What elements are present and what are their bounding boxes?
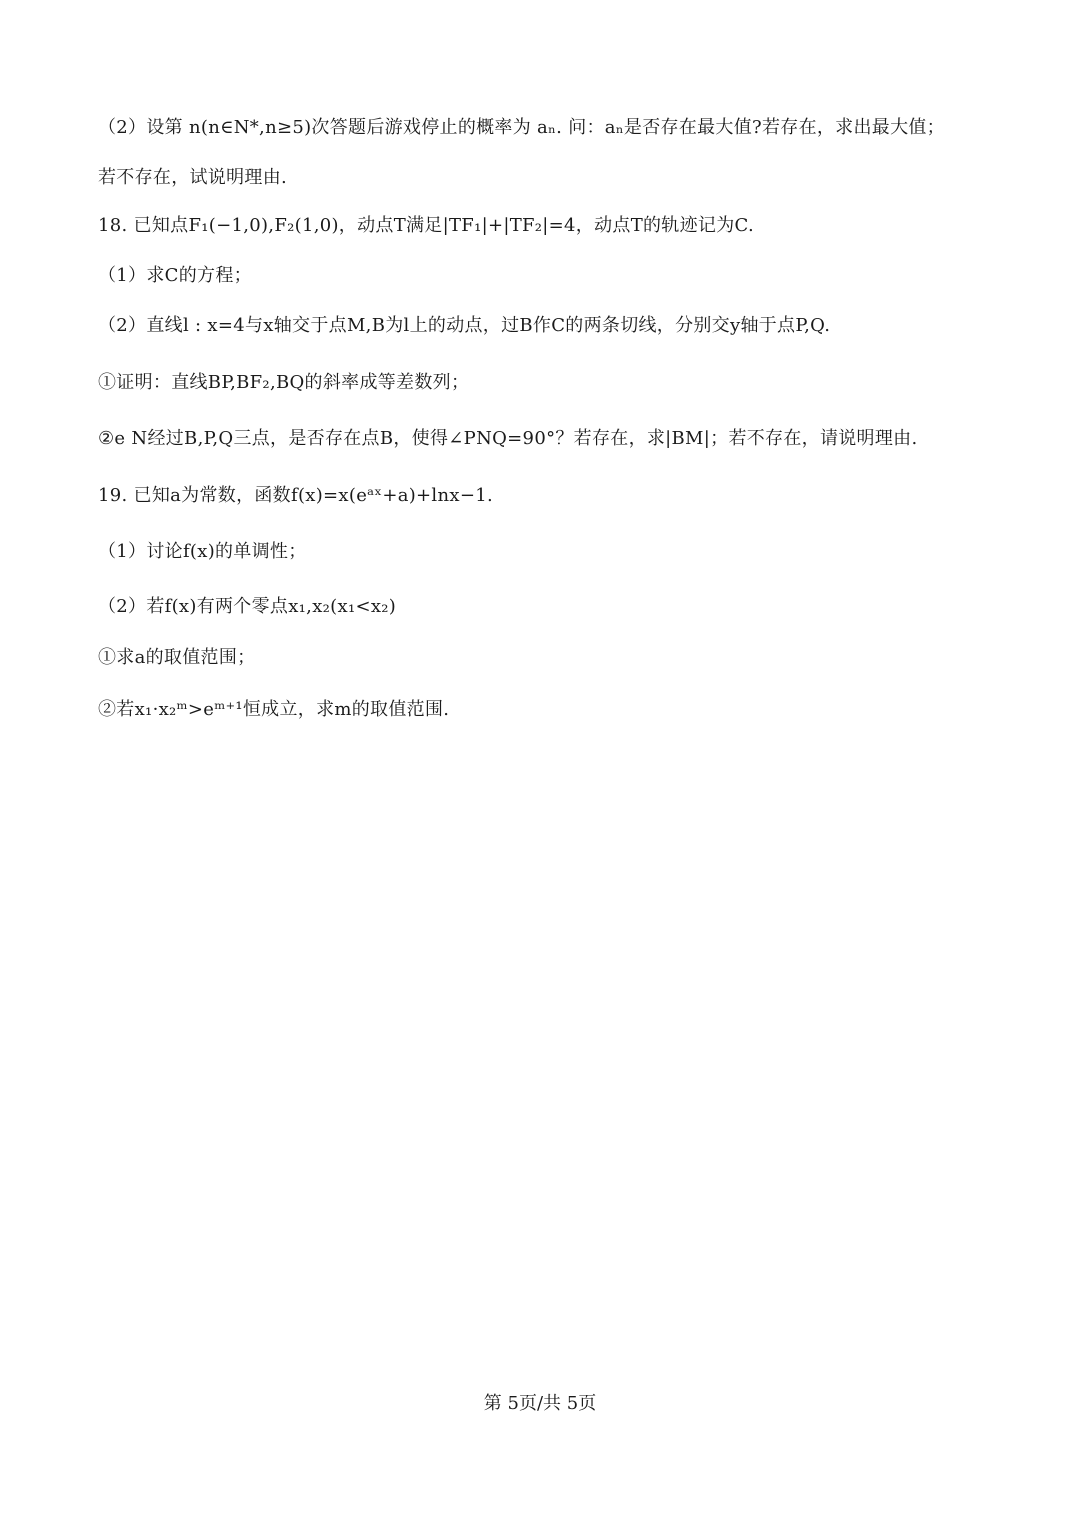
problem-19-part-2: （2）若f(x)有两个零点x₁,x₂(x₁<x₂) xyxy=(98,596,397,617)
problem-18-part-2-sub-2: ②e N经过B,P,Q三点，是否存在点B，使得∠PNQ=90°？若存在，求|BM|；若不存在，请说明理由. xyxy=(98,428,918,449)
problem-19-part-1: （1）讨论f(x)的单调性； xyxy=(98,541,307,562)
problem-17-part-2-line-2: 若不存在，试说明理由. xyxy=(98,167,288,188)
problem-18-part-2-sub-1: ①证明：直线BP,BF₂,BQ的斜率成等差数列； xyxy=(98,372,470,393)
problem-18-part-1: （1）求C的方程； xyxy=(98,265,252,286)
problem-18-statement: 18. 已知点F₁(−1,0),F₂(1,0)，动点T满足|TF₁|+|TF₂|=4，动点T的轨迹记为C. xyxy=(98,215,754,236)
problem-19-statement: 19. 已知a为常数，函数f(x)=x(eᵃˣ+a)+lnx−1. xyxy=(98,485,493,506)
page-footer: 第 5页/共 5页 xyxy=(483,1393,597,1414)
problem-19-part-2-sub-1: ①求a的取值范围； xyxy=(98,647,256,668)
problem-19-part-2-sub-2: ②若x₁·x₂ᵐ>eᵐ⁺¹恒成立，求m的取值范围. xyxy=(98,699,450,720)
problem-17-part-2-line-1: （2）设第 n(n∈N*,n≥5)次答题后游戏停止的概率为 aₙ. 问：aₙ是否存在最大值?若存在，求出最大值； xyxy=(98,117,945,138)
problem-18-part-2: （2）直线l : x=4与x轴交于点M,B为l上的动点，过B作C的两条切线，分别交y轴于点P,Q. xyxy=(98,315,831,336)
